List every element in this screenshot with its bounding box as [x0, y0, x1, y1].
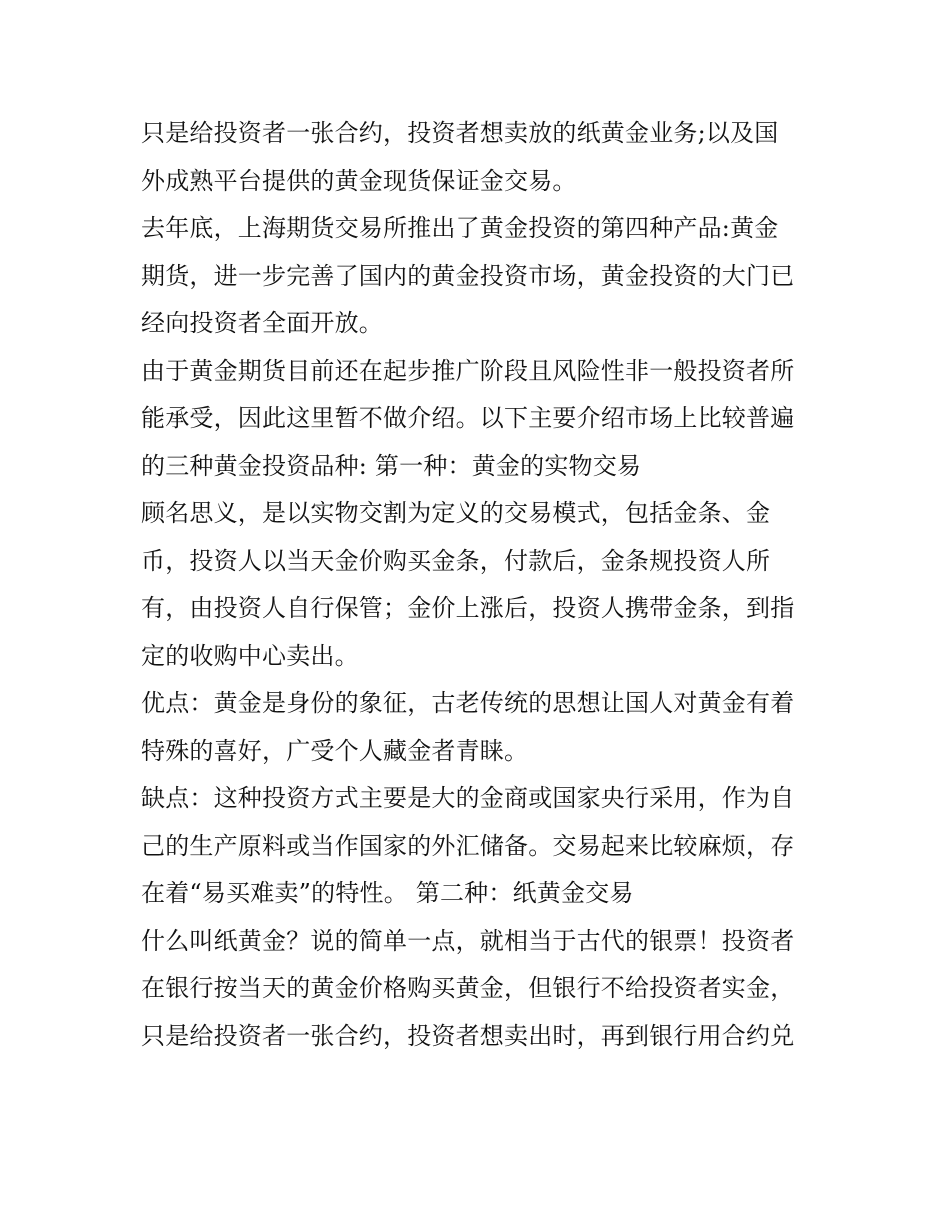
text-line: 外成熟平台提供的黄金现货保证金交易。	[141, 166, 577, 195]
text-line: 特殊的喜好，广受个人藏金者青睐。	[141, 736, 529, 765]
text-line: 只是给投资者一张合约，投资者想卖出时，再到银行用合约兑	[141, 1021, 795, 1050]
text-line: 期货，进一步完善了国内的黄金投资市场，黄金投资的大门已	[141, 261, 795, 290]
text-line: 币，投资人以当天金价购买金条，付款后，金条规投资人所	[141, 546, 771, 575]
text-line: 优点：黄金是身份的象征，古老传统的思想让国人对黄金有着	[141, 689, 795, 717]
text-line: 经向投资者全面开放。	[141, 309, 383, 337]
text-line: 能承受，因此这里暂不做介绍。以下主要介绍市场上比较普遍	[141, 404, 795, 432]
text-line: 己的生产原料或当作国家的外汇储备。交易起来比较麻烦，存	[141, 831, 795, 860]
text-line: 顾名思义，是以实物交割为定义的交易模式，包括金条、金	[141, 499, 771, 527]
text-line: 有，由投资人自行保管；金价上涨后，投资人携带金条，到指	[141, 594, 795, 622]
text-line: 定的收购中心卖出。	[141, 641, 359, 670]
text-line: 在银行按当天的黄金价格购买黄金，但银行不给投资者实金，	[141, 974, 795, 1002]
text-line: 什么叫纸黄金？说的简单一点，就相当于古代的银票！投资者	[141, 926, 795, 955]
text-line: 由于黄金期货目前还在起步推广阶段且风险性非一般投资者所	[141, 356, 795, 385]
text-line: 只是给投资者一张合约，投资者想卖放的纸黄金业务;以及国	[141, 119, 779, 147]
document-body	[141, 110, 821, 1060]
text-line: 的三种黄金投资品种: 第一种：黄金的实物交易	[141, 451, 642, 480]
text-line: 去年底，上海期货交易所推出了黄金投资的第四种产品:黄金	[141, 214, 779, 242]
text-line: 在着“易买难卖”的特性。 第二种：纸黄金交易	[141, 879, 634, 907]
text-line: 缺点：这种投资方式主要是大的金商或国家央行采用，作为自	[141, 784, 795, 812]
